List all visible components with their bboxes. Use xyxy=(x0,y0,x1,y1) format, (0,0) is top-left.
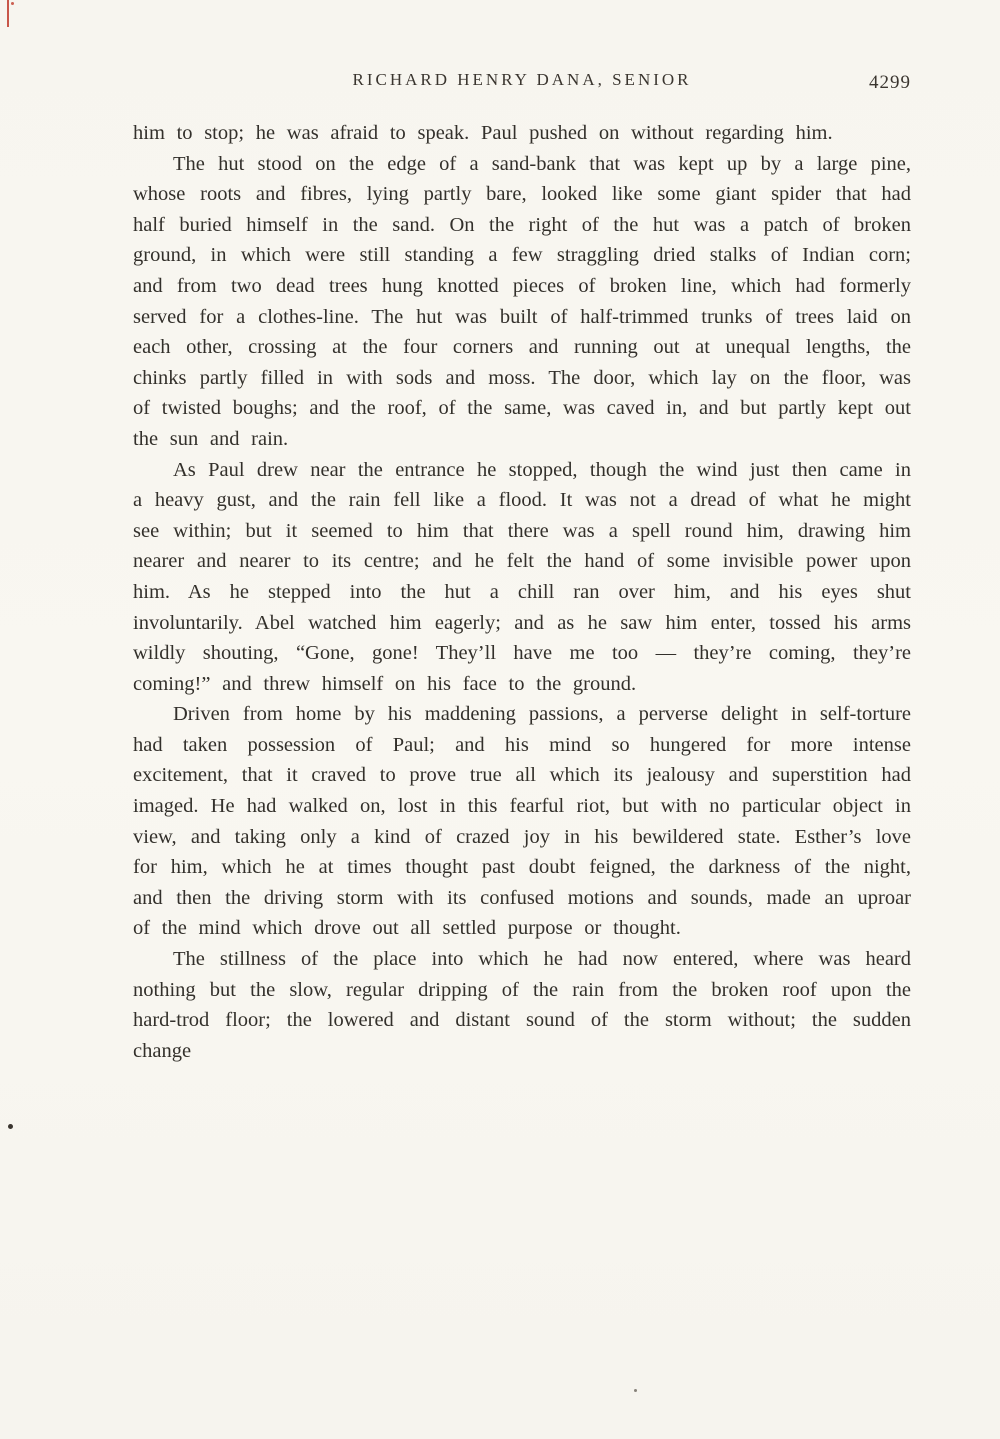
paragraph: Driven from home by his maddening passions, a perverse delight in self-torture had taken possession of Paul; and his mind so hungered for more intense excitement, that it craved to prove true all which its jealousy and superstition had imaged. He had walked on, lost in this fearful riot, but with no particular object in view, and taking only a kind of crazed joy in his bewildered state. Esther’s love for him, which he at times thought past doubt feigned, the darkness of the night, and then the driving storm with its confused motions and sounds, made an uproar of the mind which drove out all settled purpose or thought. xyxy=(133,703,911,940)
paragraph: The hut stood on the edge of a sand-bank that was kept up by a large pine, whose roots and fibres, lying partly bare, looked like some giant spider that had half buried himself in the sand. On the right of the hut was a patch of broken ground, in which were still standing a few straggling dried stalks of Indian corn; and from two dead trees hung knotted pieces of broken line, which had formerly served for a clothes-line. The hut was built of half-trimmed trunks of trees laid on each other, crossing at the four corners and running out at unequal lengths, the chinks partly filled in with sods and moss. The door, which lay on the floor, was of twisted boughs; and the roof, of the same, was caved in, and but partly kept out the sun and rain. xyxy=(133,152,911,450)
running-header xyxy=(133,70,911,96)
paragraph: The stillness of the place into which he had now entered, where was heard nothing but the slow, regular dripping of the rain from the broken roof upon the hard-trod floor; the lowered and distant sound of the storm without; the sudden change xyxy=(133,948,911,1062)
paragraph: him to stop; he was afraid to speak. Paul pushed on without regarding him. xyxy=(133,122,833,144)
bottom-speck xyxy=(634,1389,637,1392)
body-text xyxy=(133,118,911,1066)
scan-artifact-red-line xyxy=(7,0,9,27)
text-block xyxy=(133,70,911,1066)
paragraph: As Paul drew near the entrance he stopped, though the wind just then came in a heavy gust, and the rain fell like a flood. It was not a dread of what he might see within; but it seemed to him that there was a spell round him, drawing him nearer and nearer to its centre; and he felt the hand of some invisible power upon him. As he stepped into the hut a chill ran over him, and his eyes shut involuntarily. Abel watched him eagerly; and as he saw him enter, tossed his arms wildly shouting, “Gone, gone! They’ll have me too — they’re coming, they’re coming!” and threw himself on his face to the ground. xyxy=(133,458,911,695)
running-header-title: RICHARD HENRY DANA, SENIOR xyxy=(352,70,692,89)
margin-speck xyxy=(8,1124,13,1129)
scan-artifact-red-dot xyxy=(11,2,14,5)
page-number: 4299 xyxy=(869,72,911,93)
